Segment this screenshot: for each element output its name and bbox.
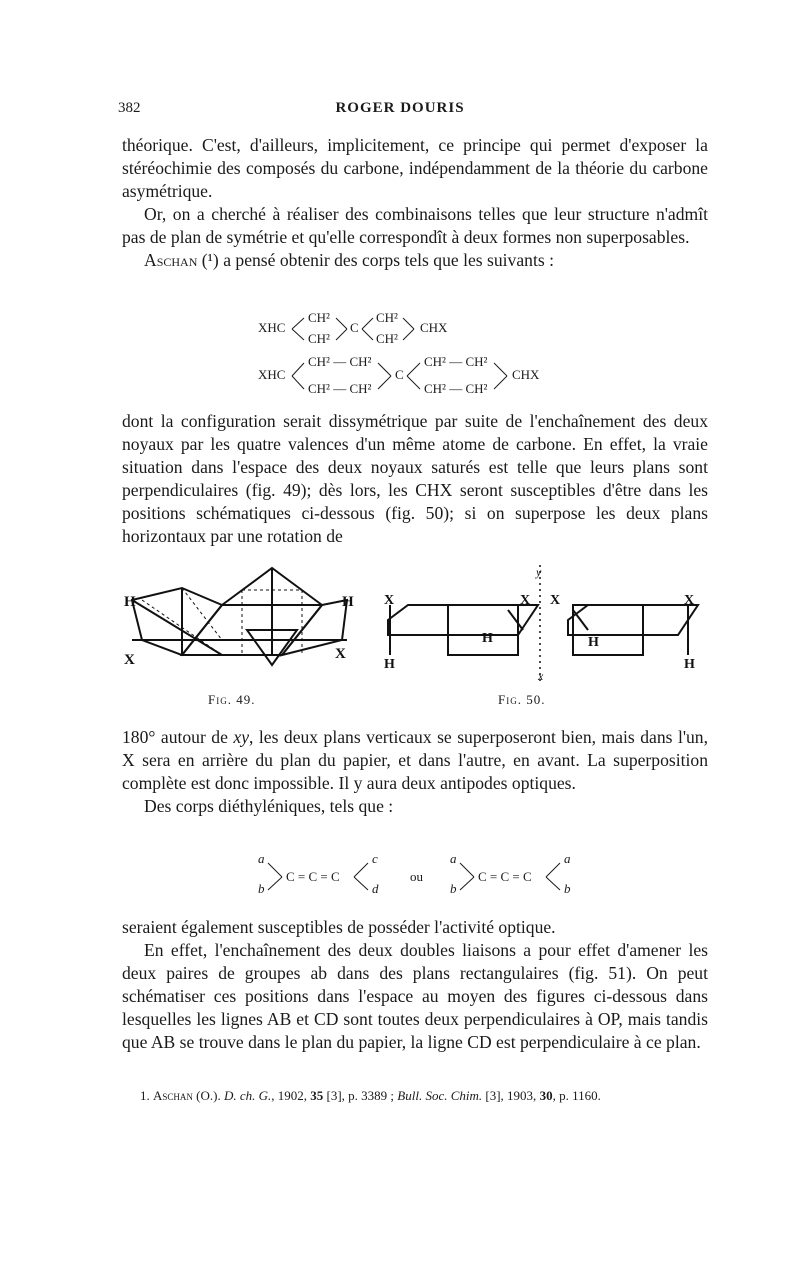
running-title: ROGER DOURIS [335,100,465,116]
fig49-label-x-right: X [335,646,346,662]
svg-text:CH² — CH²: CH² — CH² [424,381,488,396]
svg-text:d: d [372,881,379,896]
svg-text:C = C = C: C = C = C [286,869,340,884]
fig49-caption: Fig. 49. [208,692,256,707]
figure-50 [378,560,718,690]
svg-text:CH²: CH² [376,310,398,325]
text-block-lower [122,726,708,818]
formula-chx-2: CHX [512,367,540,382]
fig50-x-3: X [550,593,561,608]
svg-text:b: b [450,881,457,896]
fig49-label-h-left: H [124,594,136,610]
page-number: 382 [118,100,141,116]
paragraph-3: Aschan (¹) a pensé obtenir des corps tels que les suivants : [144,250,554,270]
figure-49 [122,560,362,690]
svg-text:C: C [350,320,359,335]
svg-text:a: a [450,852,457,866]
svg-text:CH²: CH² [308,310,330,325]
svg-text:b: b [564,881,571,896]
fig50-axis-y: y [536,565,542,579]
paragraph-6: Des corps diéthyléniques, tels que : [144,796,394,816]
fig50-caption: Fig. 50. [498,692,546,707]
text-block-middle [122,410,708,548]
formula-allene [250,852,610,902]
svg-text:c: c [372,852,378,866]
fig50-x-4: X [684,593,695,608]
fig50-h-3: H [588,635,599,650]
footnote: 1. Aschan (O.). D. ch. G., 1902, 35 [3], p. 3389 ; Bull. Soc. Chim. [3], 1903, 30, p. 1160. [140,1088,601,1103]
fig49-label-x-left: X [124,652,135,668]
formula-xhc-2: XHC [258,367,286,382]
svg-text:CH² — CH²: CH² — CH² [308,381,372,396]
fig50-h-2: H [482,631,493,646]
text-block-bottom [122,916,708,1054]
svg-text:b: b [258,881,265,896]
svg-text:a: a [564,852,571,866]
text-block-top [122,134,708,272]
fig50-x-2: X [520,593,531,608]
paragraph-8: En effet, l'enchaînement des deux doubles liaisons a pour effet d'amener les deux paires de groupes ab dans des plans rectangulaires (fig. 51). On peut schématiser ces positions dans l'espace au moyen des figures ci-dessous dans lesquelles les lignes AB et CD sont toutes deux perpendiculaires à OP, mais tandis que AB se trouve dans le plan du papier, la ligne CD est perpendiculaire à ce plan. [122,940,708,1052]
fig50-h-4: H [684,657,695,672]
author-name: Aschan [144,250,198,270]
svg-text:C: C [395,367,404,382]
paragraph-7: seraient également susceptibles de posséder l'activité optique. [122,917,556,937]
paragraph-5: 180° autour de xy, les deux plans verticaux se superposeront bien, mais dans l'un, X sera en arrière du plan du papier, et dans l'autre, en avant. La superposition complète est donc impossible. Il y aura deux antipodes optiques. [122,727,708,793]
paragraph-1: théorique. C'est, d'ailleurs, implicitement, ce principe qui permet d'exposer la stéréochimie des composés du carbone, indépendamment de la théorie du carbone asymétrique. [122,135,708,201]
formula-chx-1: CHX [420,320,448,335]
svg-text:ou: ou [410,869,423,884]
fig50-h-1: H [384,657,395,672]
svg-text:CH² — CH²: CH² — CH² [424,354,488,369]
svg-text:CH²: CH² [376,331,398,346]
svg-text:a: a [258,852,265,866]
formula-spiro [240,305,720,405]
footnote-ref: (¹) [201,250,219,270]
fig50-x-1: X [384,593,395,608]
fig49-label-h-right: H [342,594,354,610]
paragraph-2: Or, on a cherché à réaliser des combinaisons telles que leur structure n'admît pas de plan de symétrie et qu'elle correspondît à deux formes non superposables. [122,204,708,247]
fig50-axis-x: x [538,669,544,683]
svg-text:CH²: CH² [308,331,330,346]
formula-xhc-1: XHC [258,320,286,335]
paragraph-4: dont la configuration serait dissymétrique par suite de l'enchaînement des deux noyaux par les quatre valences d'un même atome de carbone. En effet, la vraie situation dans l'espace des deux noyaux saturés est telle que leurs plans sont perpendiculaires (fig. 49); dès lors, les CHX seront susceptibles d'être dans les positions schématiques ci-dessous (fig. 50); si on superpose les deux plans horizontaux par une rotation de [122,411,708,546]
svg-text:C = C = C: C = C = C [478,869,532,884]
svg-text:CH² — CH²: CH² — CH² [308,354,372,369]
